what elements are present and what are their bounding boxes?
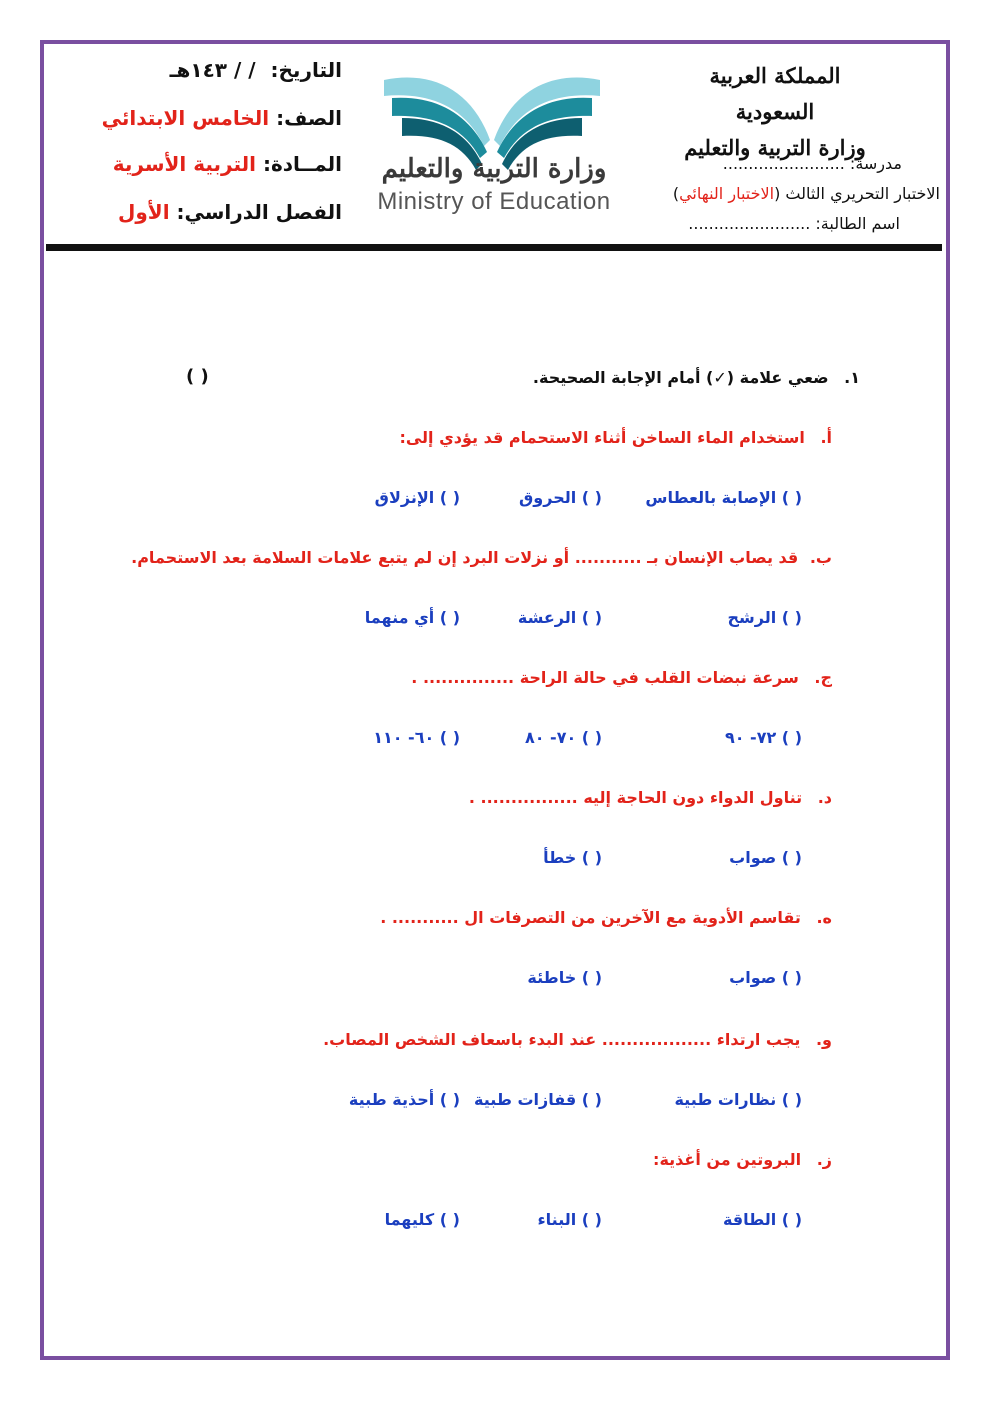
item-text: قد يصاب الإنسان بـ ........... أو نزلات البرد إن لم يتبع علامات السلامة بعد الاستحمام. [131,548,799,567]
date-value[interactable]: / / ١٤٣هـ [169,58,256,82]
option[interactable]: ( ) الحروق [519,488,602,507]
option[interactable]: ( ) الرشح [727,608,802,627]
item-text: سرعة نبضات القلب في حالة الراحة ............... . [411,668,799,687]
option[interactable]: ( ) الرعشة [517,608,602,627]
date-label: التاريخ: [270,58,342,82]
kingdom-line2: وزارة التربية والتعليم [684,135,866,160]
kingdom-heading [680,58,870,166]
option[interactable]: ( ) كليهما [384,1210,460,1229]
option[interactable]: ( ) البناء [537,1210,602,1229]
option[interactable]: ( ) صواب [729,968,802,987]
option[interactable]: ( ) نظارات طبية [674,1090,802,1109]
item-d [469,788,832,807]
option[interactable]: ( ) الإنزلاق [374,488,460,507]
option[interactable]: ( ) ٧٠- ٨٠ [524,728,602,747]
grade-row [102,106,342,130]
student-name-field[interactable]: اسم الطالبة: ........................ [688,214,900,233]
option[interactable]: ( ) أحذية طبية [348,1090,460,1109]
logo-arabic-text: وزارة التربية والتعليم [381,154,607,184]
option[interactable]: ( ) الطاقة [722,1210,802,1229]
exam-title [673,184,940,203]
item-text: استخدام الماء الساخن أثناء الاستحمام قد يؤدي إلى: [399,428,805,447]
logo-english-text: Ministry of Education [377,188,611,215]
kingdom-line1: المملكة العربية السعودية [709,63,841,124]
item-letter: أ. [820,428,832,447]
item-a [399,428,832,447]
option[interactable]: ( ) خاطئة [527,968,602,987]
term-row [118,200,342,224]
question-instruction: ضعي علامة (✓) أمام الإجابة الصحيحة. [532,368,829,387]
question-number: ١. [844,368,860,387]
item-letter: ج. [814,668,832,687]
date-row [170,58,342,82]
question-1 [533,368,860,387]
item-text: يجب ارتداء .................. عند البدء باسعاف الشخص المصاب. [323,1030,801,1049]
term-label: الفصل الدراسي: [176,200,342,224]
option[interactable]: ( ) قفازات طبية [474,1090,602,1109]
option[interactable]: ( ) خطأ [543,848,602,867]
subject-label: المــادة: [262,152,342,176]
item-letter: ه. [816,908,832,927]
item-letter: د. [817,788,832,807]
item-c [411,668,832,687]
school-field[interactable]: مدرسة: ........................ [722,154,902,173]
item-text: تقاسم الأدوية مع الآخرين من التصرفات ال ........... . [380,908,801,927]
grade-value: الخامس الابتدائي [101,106,270,130]
item-text: البروتين من أغذية: [653,1150,802,1169]
subject-row [113,152,342,176]
score-box[interactable]: ( ) [186,366,209,387]
exam-title-a: الاختبار التحريري الثالث ( [774,184,940,203]
subject-value: التربية الأسرية [112,152,256,176]
option[interactable]: ( ) ٦٠- ١١٠ [373,728,460,747]
exam-title-b: الاختبار النهائي [679,184,775,203]
item-f [323,1030,832,1049]
option[interactable]: ( ) ٧٢- ٩٠ [724,728,802,747]
item-e [380,908,832,927]
term-value: الأول [118,200,170,224]
item-letter: ب. [809,548,832,567]
header-divider [46,244,942,251]
option[interactable]: ( ) الإصابة بالعطاس [645,488,802,507]
exam-title-c: ) [672,184,680,203]
item-g [653,1150,832,1169]
item-letter: و. [815,1030,832,1049]
option[interactable]: ( ) صواب [729,848,802,867]
option[interactable]: ( ) أي منهما [364,608,460,627]
item-b [131,548,832,567]
item-text: تناول الدواء دون الحاجة إليه ................ . [468,788,803,807]
item-letter: ز. [816,1150,832,1169]
grade-label: الصف: [276,106,342,130]
